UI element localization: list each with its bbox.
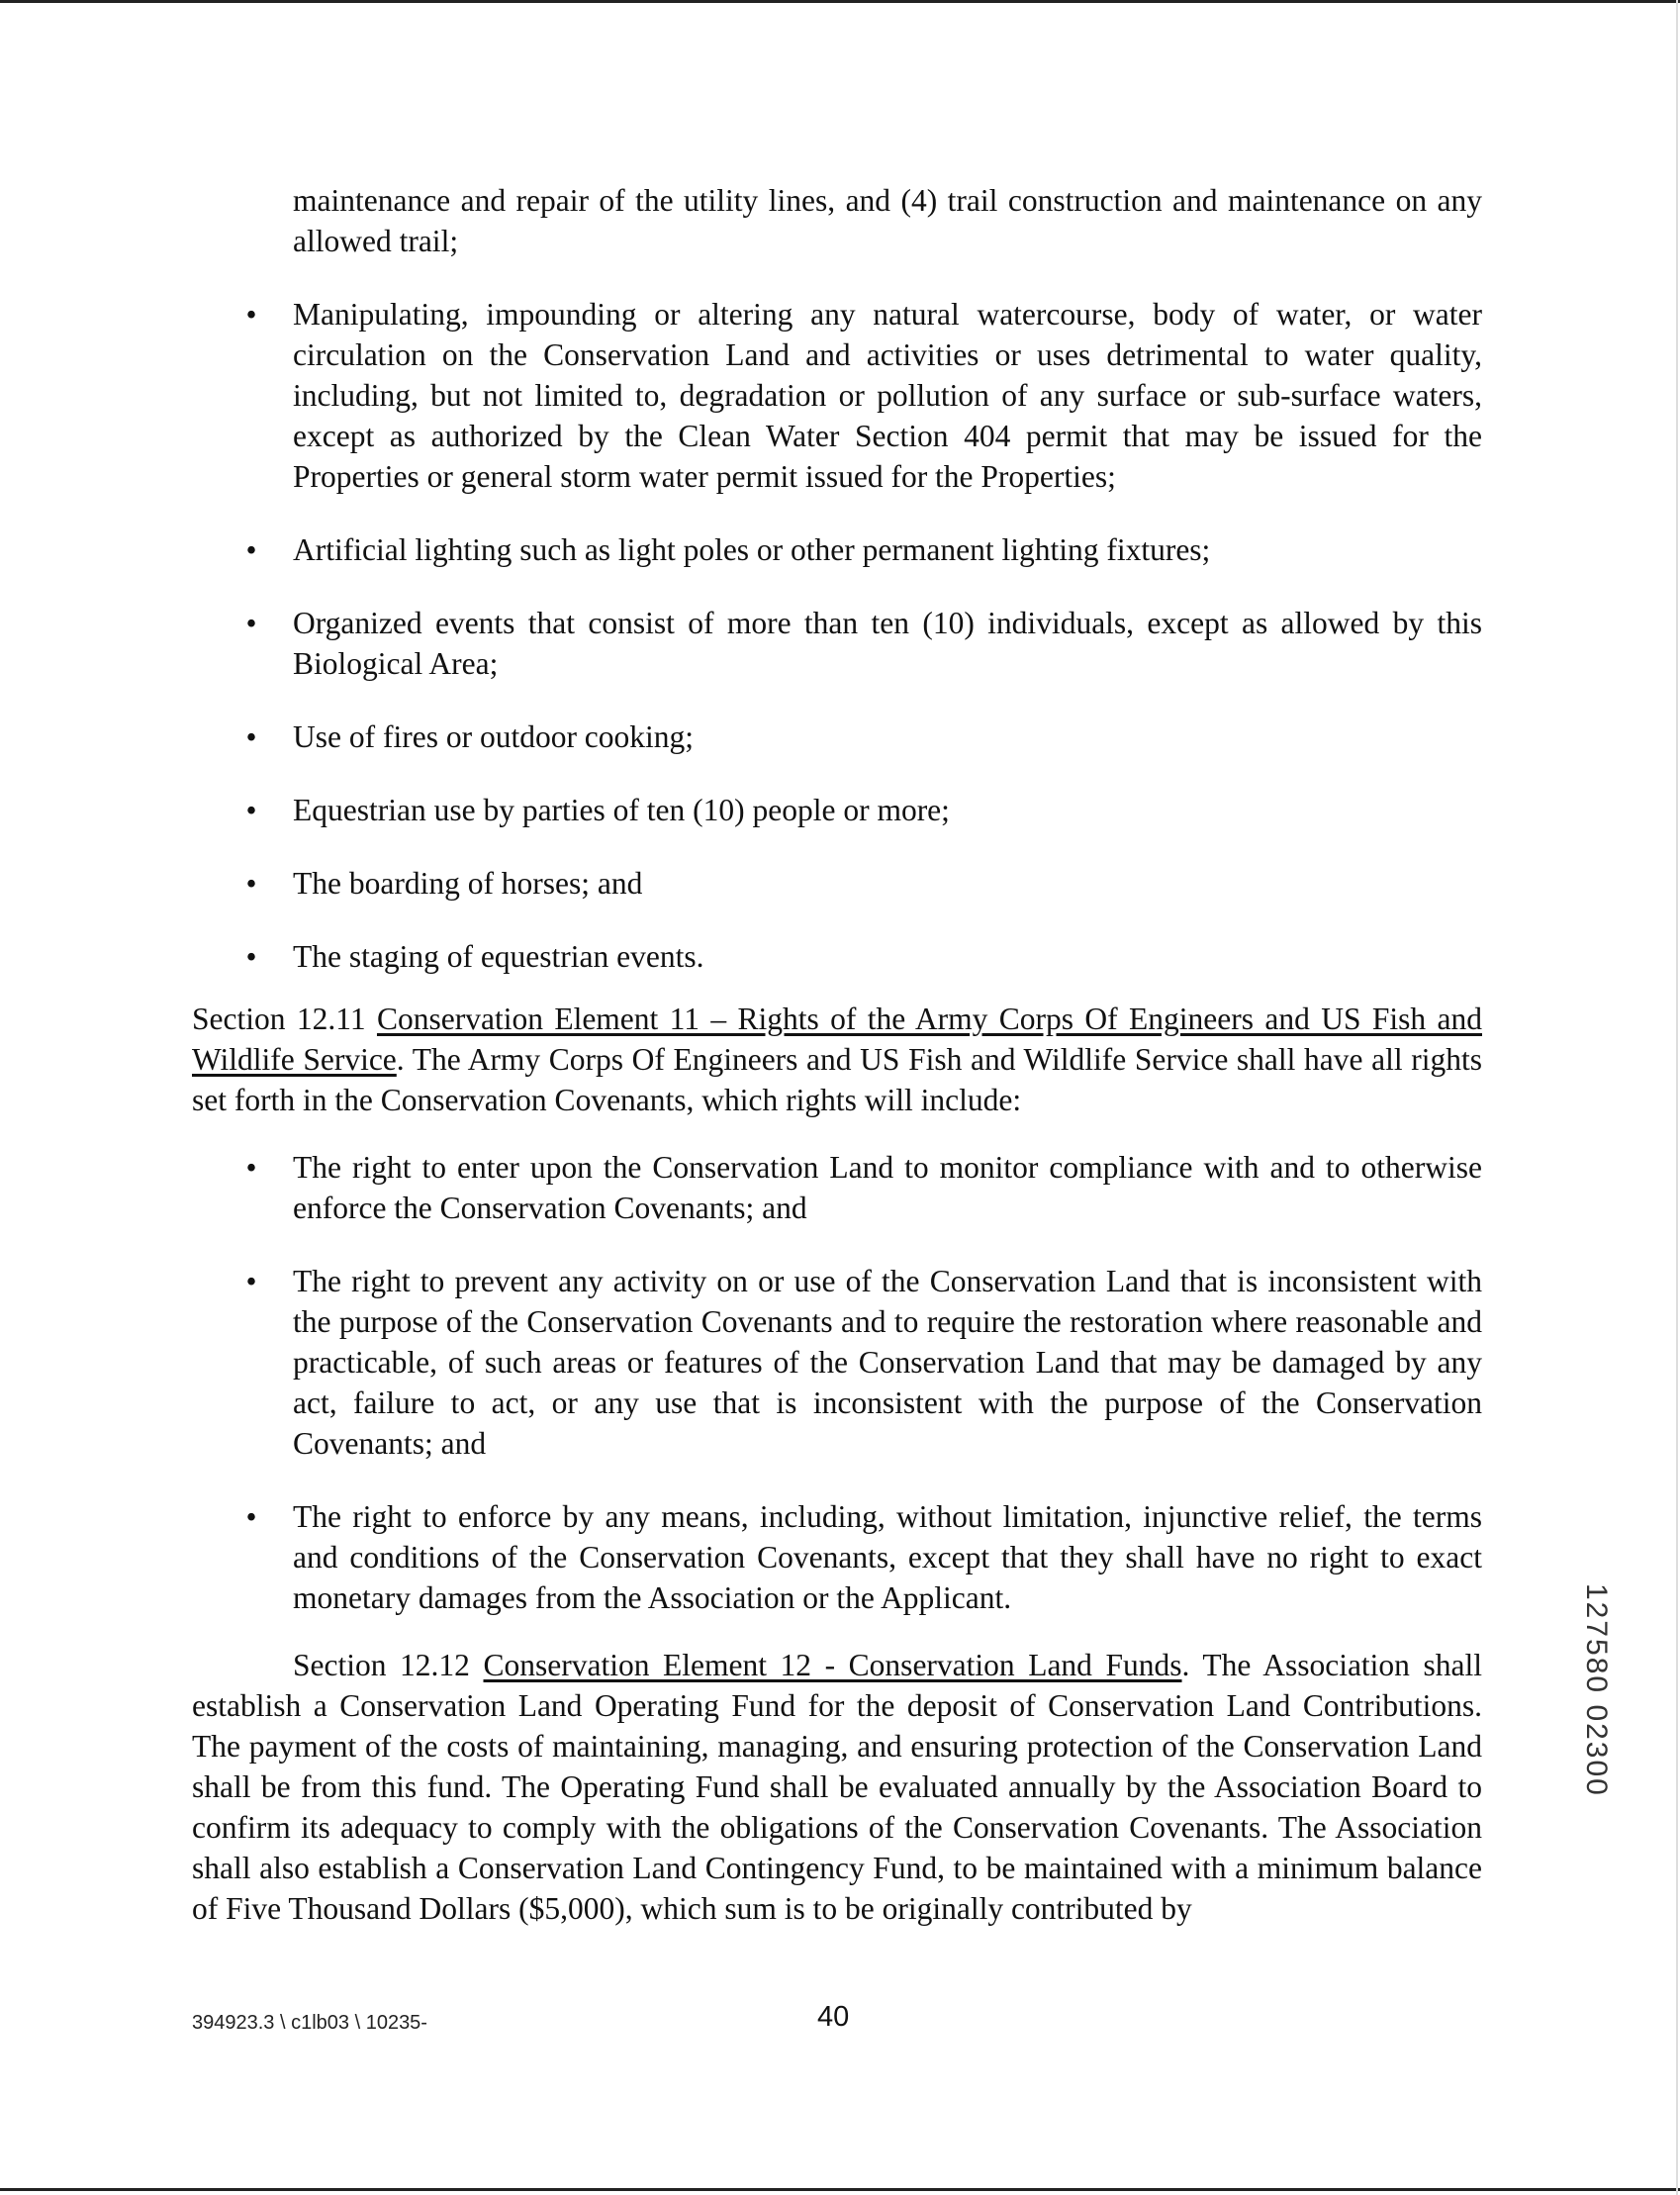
bullet-icon: • bbox=[245, 1264, 257, 1298]
bullet-text: Organized events that consist of more than ten (10) individuals, except as allowed by this Biological Area; bbox=[293, 606, 1482, 681]
continuation-paragraph: maintenance and repair of the utility lines, and (4) trail construction and maintenance on any allowed trail; bbox=[293, 183, 1482, 258]
bullet-icon: • bbox=[245, 866, 257, 901]
bullet-item bbox=[192, 1496, 1482, 1618]
section-heading: Conservation Element 11 – Rights of the Army Corps Of Engineers and US Fish and Wildlife Service bbox=[192, 1002, 1482, 1077]
bullet-icon: • bbox=[245, 532, 257, 567]
bullet-text: Use of fires or outdoor cooking; bbox=[293, 719, 695, 754]
bullet-icon: • bbox=[245, 297, 257, 332]
page-number: 40 bbox=[817, 2001, 850, 2033]
bullet-icon: • bbox=[245, 1150, 257, 1185]
page-border-top bbox=[0, 0, 1680, 3]
bullet-icon: • bbox=[245, 1499, 257, 1534]
section-12-12-paragraph bbox=[192, 1645, 1482, 1929]
bullet-text: The staging of equestrian events. bbox=[293, 939, 704, 974]
bullet-item bbox=[192, 716, 1482, 757]
section-number: Section 12.12 bbox=[293, 1648, 470, 1682]
bullet-item bbox=[192, 936, 1482, 977]
bullet-item bbox=[192, 294, 1482, 497]
page-border-bottom bbox=[0, 2188, 1680, 2191]
bullet-text: The right to enter upon the Conservation Land to monitor compliance with and to otherwise enforce the Conservation Covenants; and bbox=[293, 1150, 1482, 1225]
bullet-item bbox=[192, 1147, 1482, 1228]
section-12-11-paragraph bbox=[192, 999, 1482, 1120]
page-border-right bbox=[1676, 0, 1678, 2195]
bullet-item bbox=[192, 529, 1482, 570]
bullet-icon: • bbox=[245, 939, 257, 974]
bullet-icon: • bbox=[245, 606, 257, 640]
bullet-item bbox=[192, 603, 1482, 684]
section-number: Section 12.11 bbox=[192, 1002, 366, 1036]
section-body: . The Army Corps Of Engineers and US Fish and Wildlife Service shall have all rights set forth in the Conservation Covenants, which rights will include: bbox=[192, 1042, 1483, 1117]
bullet-icon: • bbox=[245, 793, 257, 827]
side-stamp-text: 127580 02300 bbox=[1580, 1583, 1613, 1797]
bullet-text: The right to prevent any activity on or use of the Conservation Land that is inconsistent with the purpose of the Conservation Covenants and to require the restoration where reasonable and practicable, of such areas or features of the Conservation Land that may be damaged by any act, failure to act, or any use that is inconsistent with the purpose of the Conservation Covenants; and bbox=[293, 1264, 1482, 1461]
bullet-icon: • bbox=[245, 719, 257, 754]
document-id: 394923.3 \ c1lb03 \ 10235- bbox=[192, 2012, 427, 2034]
section-body: . The Association shall establish a Conservation Land Operating Fund for the deposit of Conservation Land Contributions. The payment of the costs of maintaining, managing, and ensuring protection of the Conservation Land shall be from this fund. The Operating Fund shall be evaluated annually by the Association Board to confirm its adequacy to comply with the obligations of the Conservation Covenants. The Association shall also establish a Conservation Land Contingency Fund, to be maintained with a minimum balance of Five Thousand Dollars ($5,000), which sum is to be originally contributed by bbox=[192, 1648, 1482, 1926]
bullet-text: Manipulating, impounding or altering any natural watercourse, body of water, or water circulation on the Conservation Land and activities or uses detrimental to water quality, including, but not limited to, degradation or pollution of any surface or sub-surface waters, except as authorized by the Clean Water Section 404 permit that may be issued for the Properties or general storm water permit issued for the Properties; bbox=[293, 297, 1482, 494]
bullet-item bbox=[192, 863, 1482, 904]
document-body bbox=[192, 180, 1482, 1929]
side-stamp bbox=[1580, 1583, 1633, 1880]
section-heading: Conservation Element 12 - Conservation Land Funds bbox=[483, 1648, 1182, 1682]
bullet-text: Artificial lighting such as light poles or other permanent lighting fixtures; bbox=[293, 532, 1211, 567]
bullet-item bbox=[192, 1261, 1482, 1464]
bullet-text: Equestrian use by parties of ten (10) people or more; bbox=[293, 793, 950, 827]
bullet-item bbox=[192, 790, 1482, 830]
bullet-text: The boarding of horses; and bbox=[293, 866, 643, 901]
bullet-text: The right to enforce by any means, including, without limitation, injunctive relief, the terms and conditions of the Conservation Covenants, except that they shall have no right to exact monetary damages from the Association or the Applicant. bbox=[293, 1499, 1482, 1615]
